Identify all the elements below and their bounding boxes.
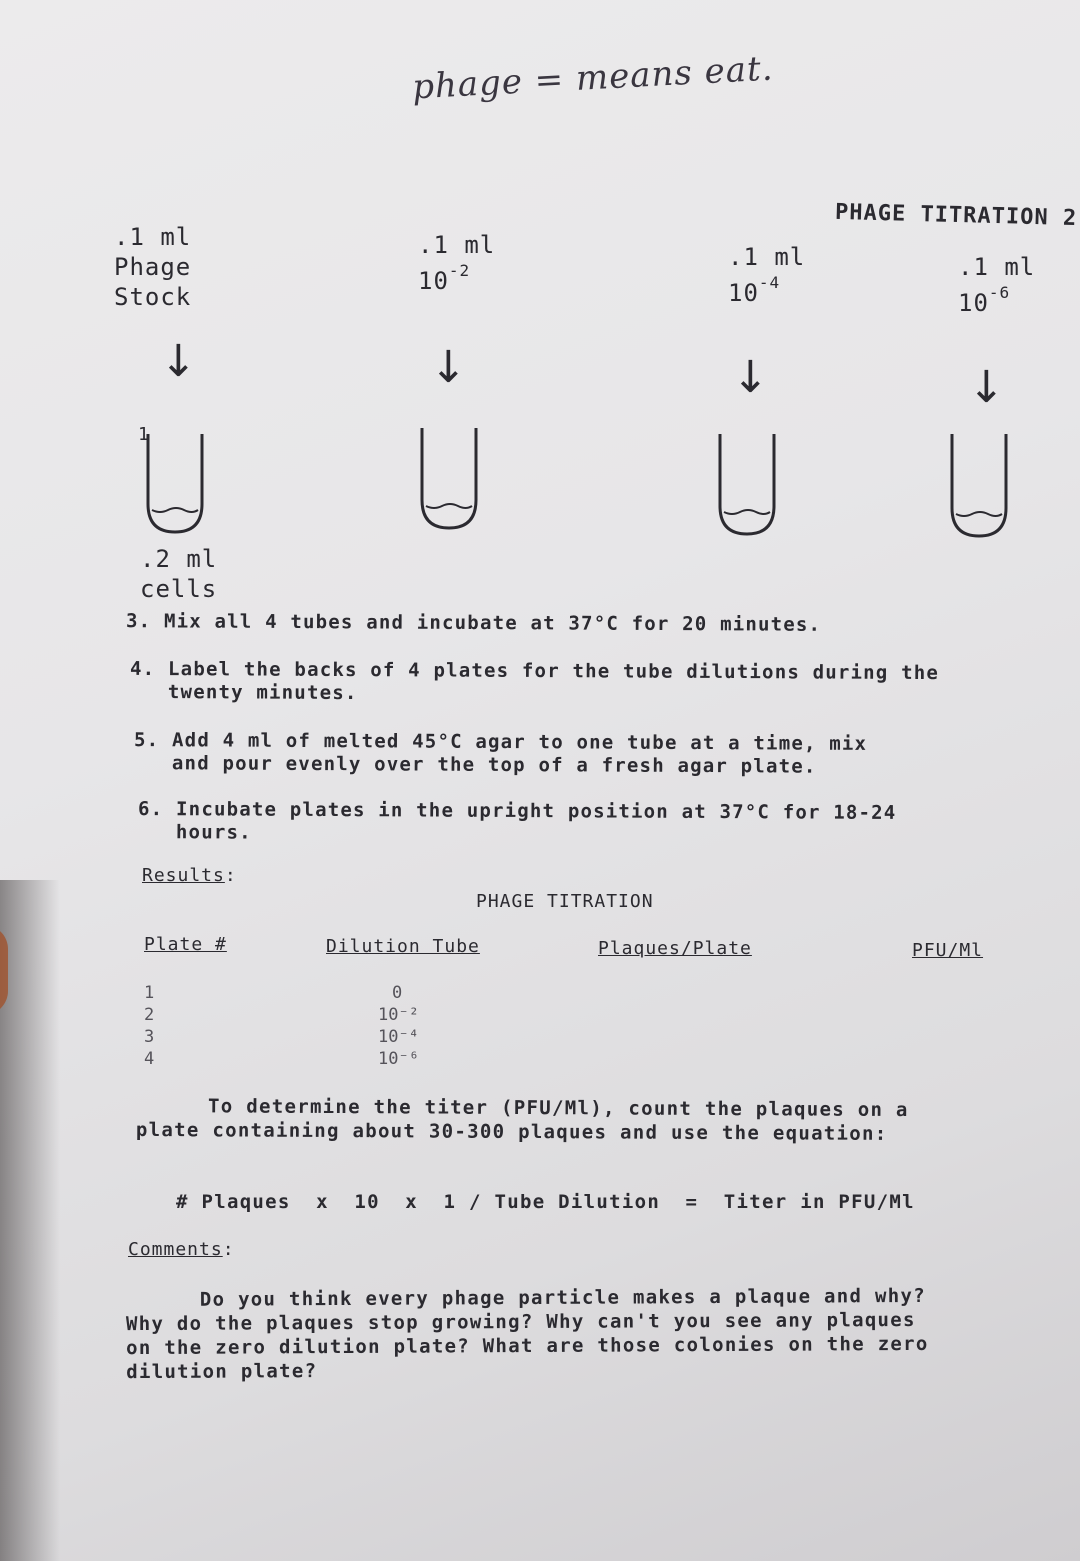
step-text-cont: twenty minutes. — [167, 681, 358, 705]
plate-number: 3 — [144, 1027, 155, 1047]
comment-line: dilution plate? — [126, 1360, 318, 1384]
tube-1-name-line1: Phage — [114, 253, 192, 281]
tube-4-dilution — [958, 282, 1035, 318]
comments-heading — [128, 1239, 235, 1260]
step-text: Label the backs of 4 plates for the tube dilutions during the — [168, 658, 940, 685]
step-text: Add 4 ml of melted 45°C agar to one tube at a time, mix — [172, 729, 868, 755]
tube-2-dilution — [418, 260, 495, 296]
arrow-down-icon: ↓ — [732, 352, 769, 403]
tube-1-name-line2: Stock — [114, 283, 192, 311]
titer-equation: # Plaques x 10 x 1 / Tube Dilution = Titer in PFU/Ml — [176, 1191, 915, 1213]
tube-2-label — [418, 230, 495, 296]
tube-3-dilution-base: 10 — [728, 279, 759, 307]
arrow-down-icon: ↓ — [160, 336, 197, 387]
comments-heading-colon: : — [222, 1239, 235, 1260]
cells-label — [140, 544, 217, 604]
step-text: Mix all 4 tubes and incubate at 37°C for 20 minutes. — [163, 610, 822, 636]
step-number: 4. — [130, 657, 156, 681]
page-shadow — [0, 880, 60, 1561]
plate-number: 1 — [144, 983, 155, 1003]
comment-line: on the zero dilution plate? What are those colonies on the zero — [126, 1332, 929, 1360]
tube-4-dilution-exponent: -6 — [988, 283, 1011, 302]
tube-3-volume: .1 ml — [728, 243, 806, 271]
step-text-cont: hours. — [175, 821, 252, 844]
step-3 — [126, 610, 821, 637]
plate-number-list — [144, 982, 154, 1070]
step-text-cont: and pour evenly over the top of a fresh agar plate. — [171, 752, 817, 778]
results-heading-colon: : — [224, 865, 237, 886]
comments-text — [126, 1284, 929, 1384]
tube-3-label — [728, 242, 805, 308]
comment-line: Why do the plaques stop growing? Why can't you see any plaques — [125, 1308, 916, 1336]
column-header-pfu: PFU/Ml — [912, 940, 984, 961]
step-number: 6. — [138, 798, 164, 821]
tube-1-volume: .1 ml — [114, 223, 192, 251]
tick-mark: 1 — [138, 424, 149, 445]
comment-line: Do you think every phage particle makes a plaque and why? — [199, 1284, 926, 1311]
plate-number: 4 — [144, 1049, 155, 1069]
cells-name: cells — [140, 575, 218, 603]
dilution-value: 10⁻² — [378, 1005, 419, 1025]
tube-4-dilution-base: 10 — [958, 289, 989, 317]
test-tube-icon — [944, 424, 1014, 544]
table-title: PHAGE TITRATION — [476, 891, 654, 912]
test-tube-icon — [712, 422, 782, 542]
plate-number: 2 — [144, 1005, 155, 1025]
arrow-down-icon: ↓ — [430, 342, 467, 393]
dilution-value: 0 — [392, 983, 403, 1003]
tube-1-label — [114, 222, 191, 312]
titer-instructions — [136, 1094, 909, 1146]
test-tube-icon — [140, 420, 210, 540]
dilution-value: 10⁻⁶ — [378, 1049, 419, 1069]
titer-line: To determine the titer (PFU/Ml), count the plaques on a — [208, 1095, 909, 1122]
column-header-plaques: Plaques/Plate — [598, 938, 752, 959]
step-number: 3. — [125, 610, 152, 633]
step-4 — [130, 658, 939, 708]
tube-2-dilution-exponent: -2 — [448, 261, 471, 280]
tube-2-dilution-base: 10 — [418, 267, 449, 295]
tube-4-volume: .1 ml — [958, 253, 1036, 281]
test-tube-icon — [414, 418, 484, 538]
comments-heading-text: Comments — [128, 1239, 223, 1260]
results-heading-text: Results — [142, 865, 225, 886]
results-heading — [142, 865, 237, 886]
arrow-down-icon: ↓ — [968, 362, 1005, 413]
dilution-list — [378, 982, 419, 1070]
titer-line: plate containing about 30-300 plaques and use the equation: — [135, 1118, 888, 1145]
step-number: 5. — [134, 729, 160, 752]
step-text: Incubate plates in the upright position at 37°C for 18-24 — [176, 798, 897, 824]
tube-3-dilution-exponent: -4 — [758, 273, 781, 292]
page-title: PHAGE TITRATION 2 — [834, 199, 1078, 232]
tube-3-dilution — [728, 272, 805, 308]
handwritten-note: phage = means eat. — [411, 48, 775, 108]
step-6 — [138, 798, 897, 848]
dilution-value: 10⁻⁴ — [378, 1027, 419, 1047]
step-5 — [134, 729, 867, 779]
column-header-dilution: Dilution Tube — [326, 936, 480, 957]
tube-4-label — [958, 252, 1035, 318]
cells-volume: .2 ml — [140, 545, 218, 573]
tube-2-volume: .1 ml — [418, 231, 496, 259]
column-header-plate: Plate # — [144, 934, 227, 955]
